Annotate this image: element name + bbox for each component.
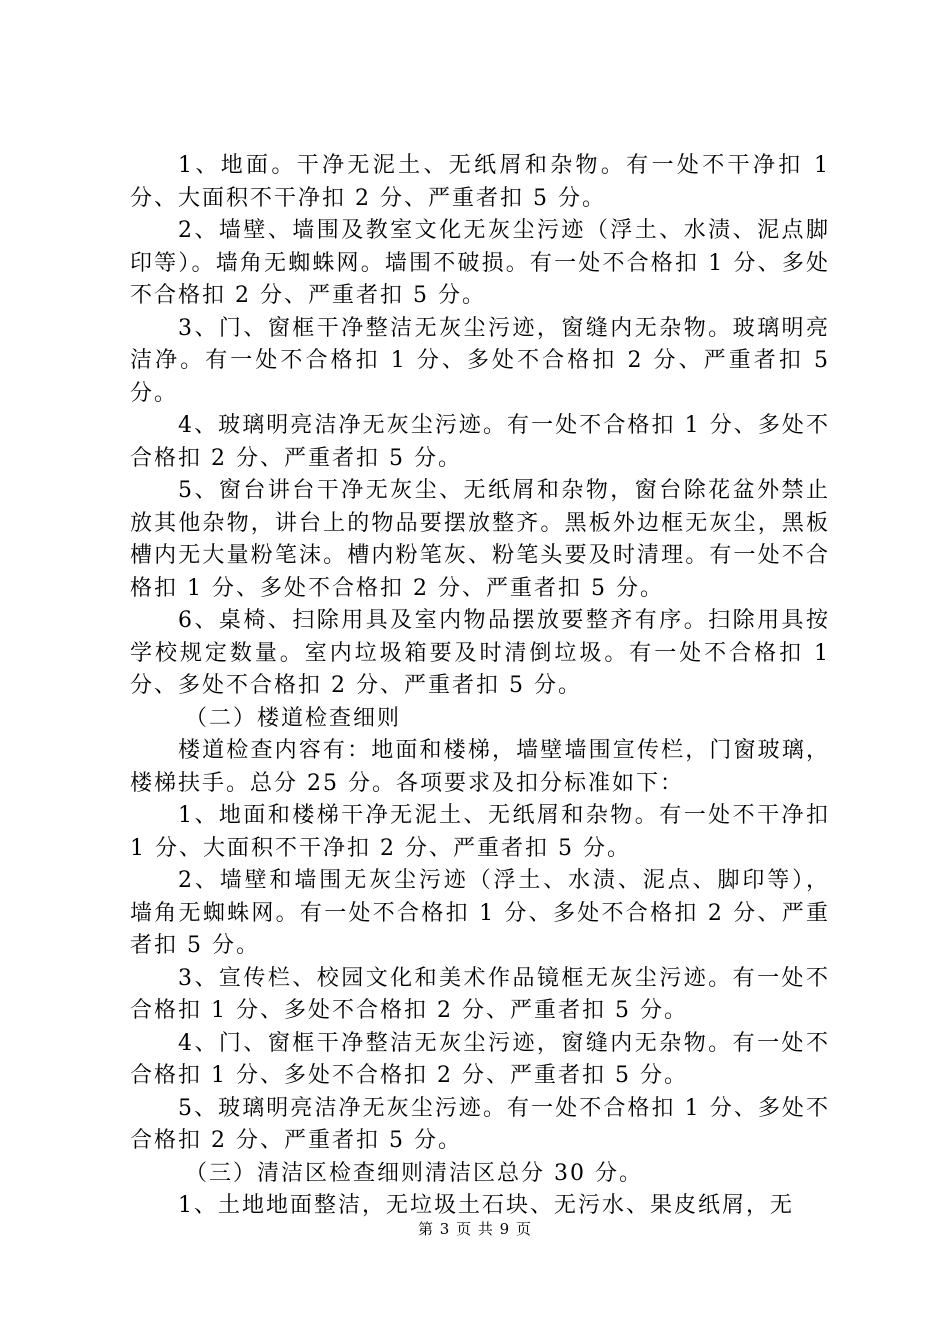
paragraph-cleaning-area-ground: 1、土地地面整洁，无垃圾土石块、无污水、果皮纸屑，无: [178, 1193, 794, 1218]
paragraph-corridor-glass: 5、玻璃明亮洁净无灰尘污迹。有一处不合格扣 1 分、多处不合格扣 2 分、严重者扣 5 分。: [130, 1095, 830, 1153]
paragraph-classroom-furniture: 6、桌椅、扫除用具及室内物品摆放要整齐有序。扫除用具按学校规定数量。室内垃圾箱要及时清倒垃圾。有一处不合格扣 1 分、多处不合格扣 2 分、严重者扣 5 分。: [130, 608, 830, 698]
paragraph-classroom-glass: 4、玻璃明亮洁净无灰尘污迹。有一处不合格扣 1 分、多处不合格扣 2 分、严重者扣 5 分。: [130, 413, 830, 471]
paragraph-corridor-intro: 楼道检查内容有：地面和楼梯，墙壁墙围宣传栏，门窗玻璃，楼梯扶手。总分 25 分。各项要求及扣分标准如下：: [130, 738, 830, 796]
paragraph-corridor-doors-windows: 4、门、窗框干净整洁无灰尘污迹，窗缝内无杂物。有一处不合格扣 1 分、多处不合格扣 2 分、严重者扣 5 分。: [130, 1030, 830, 1088]
document-body: [130, 150, 830, 1223]
section-heading-cleaning-area: （三）清洁区检查细则清洁区总分 30 分。: [185, 1160, 643, 1186]
paragraph-classroom-floor: 1、地面。干净无泥土、无纸屑和杂物。有一处不干净扣 1 分、大面积不干净扣 2 分、严重者扣 5 分。: [130, 153, 830, 211]
paragraph-classroom-podium: 5、窗台讲台干净无灰尘、无纸屑和杂物，窗台除花盆外禁止放其他杂物，讲台上的物品要摆放整齐。黑板外边框无灰尘，黑板槽内无大量粉笔沫。槽内粉笔灰、粉笔头要及时清理。有一处不合格扣 1 分、多处不合格扣 2 分、严重者扣 5 分。: [130, 478, 830, 601]
page-footer: 第 3 页 共 9 页: [418, 1220, 532, 1238]
paragraph-corridor-floor: 1、地面和楼梯干净无泥土、无纸屑和杂物。有一处不干净扣 1 分、大面积不干净扣 2 分、严重者扣 5 分。: [130, 803, 830, 861]
section-heading-corridor: （二）楼道检查细则: [185, 705, 402, 731]
paragraph-classroom-doors-windows: 3、门、窗框干净整洁无灰尘污迹，窗缝内无杂物。玻璃明亮洁净。有一处不合格扣 1 分、多处不合格扣 2 分、严重者扣 5 分。: [130, 315, 830, 406]
paragraph-corridor-bulletin: 3、宣传栏、校园文化和美术作品镜框无灰尘污迹。有一处不合格扣 1 分、多处不合格扣 2 分、严重者扣 5 分。: [130, 965, 830, 1023]
paragraph-classroom-walls: 2、墙壁、墙围及教室文化无灰尘污迹（浮土、水渍、泥点脚印等）。墙角无蜘蛛网。墙围不破损。有一处不合格扣 1 分、多处不合格扣 2 分、严重者扣 5 分。: [130, 218, 830, 308]
paragraph-corridor-walls: 2、墙壁和墙围无灰尘污迹（浮土、水渍、泥点、脚印等），墙角无蜘蛛网。有一处不合格扣 1 分、多处不合格扣 2 分、严重者扣 5 分。: [130, 868, 830, 958]
